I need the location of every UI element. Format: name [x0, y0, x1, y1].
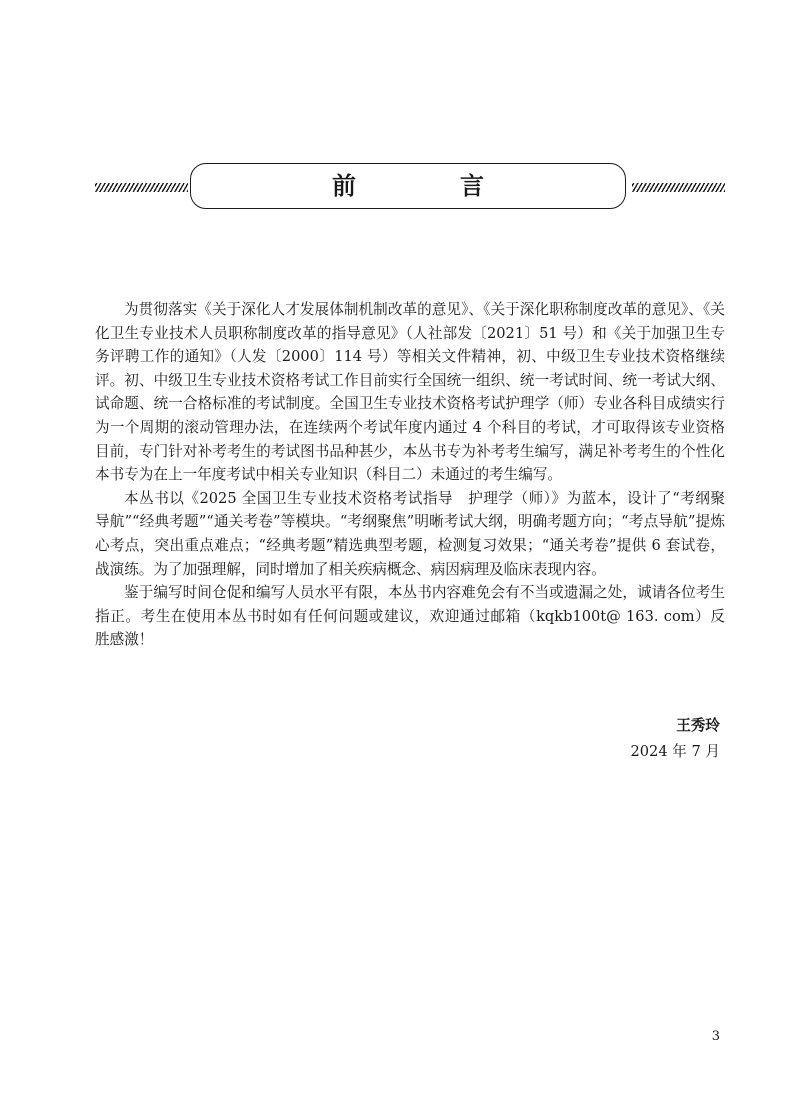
author-signature: 王秀玲 [676, 717, 720, 734]
paragraph-line: 胜感激！ [95, 631, 154, 649]
paragraph-line: 务评聘工作的通知》（人发〔2000〕114 号）等相关文件精神，初、中级卫生专业技术资格继续 [95, 348, 725, 366]
paragraph-line: 目前，专门针对补考考生的考试图书品种甚少，本丛书专为补考考生编写，满足补考考生的个性化 [95, 442, 725, 460]
paragraph-3 [95, 581, 725, 652]
paragraph-line: 评。初、中级卫生专业技术资格考试工作目前实行全国统一组织、统一考试时间、统一考试大纲、 [95, 371, 725, 389]
signature-date: 2024 年 7 月 [630, 743, 720, 760]
paragraph-line: 战演练。为了加强理解，同时增加了相关疾病概念、病因病理及临床表现内容。 [95, 560, 606, 578]
paragraph-2 [95, 487, 725, 581]
paragraph-line: 指正。考生在使用本丛书时如有任何问题或建议，欢迎通过邮箱（kqkb100t@ 163. com）反 [95, 607, 725, 625]
paragraph-line: 心考点，突出重点难点；“经典考题”精选典型考题，检测复习效果；“通关考卷”提供 6 套试卷， [95, 536, 725, 554]
left-hatch-rule [95, 183, 188, 192]
paragraph-1 [95, 298, 725, 487]
paragraph-line: 化卫生专业技术人员职称制度改革的指导意见》（人社部发〔2021〕51 号）和《关于加强卫生专 [95, 324, 725, 342]
paragraph-line: 本丛书以《2025 全国卫生专业技术资格考试指导 护理学（师）》为蓝本，设计了“考纲聚 [124, 489, 725, 507]
paragraph-line: 为一个周期的滚动管理办法，在连续两个考试年度内通过 4 个科目的考试，才可取得该专业资格 [95, 418, 725, 436]
right-hatch-rule [632, 183, 725, 192]
paragraph-line: 为贯彻落实《关于深化人才发展体制机制改革的意见》、《关于深化职称制度改革的意见》、《关 [124, 301, 725, 318]
page-number: 3 [711, 1029, 720, 1044]
paragraph-line: 试命题、统一合格标准的考试制度。全国卫生专业技术资格考试护理学（师）专业各科目成绩实行 [95, 395, 725, 413]
paragraph-line: 导航”“经典考题”“通关考卷”等模块。“考纲聚焦”明晰考试大纲，明确考题方向；“考点导航”提炼 [95, 513, 725, 531]
paragraph-line: 本书专为在上一年度考试中相关专业知识（科目二）未通过的考生编写。 [95, 466, 563, 484]
paragraph-line: 鉴于编写时间仓促和编写人员水平有限，本丛书内容难免会有不当或遗漏之处，诚请各位考生 [124, 584, 725, 602]
title-banner [95, 163, 725, 213]
preface-body [95, 298, 725, 652]
page-title: 前 言 [190, 163, 626, 209]
